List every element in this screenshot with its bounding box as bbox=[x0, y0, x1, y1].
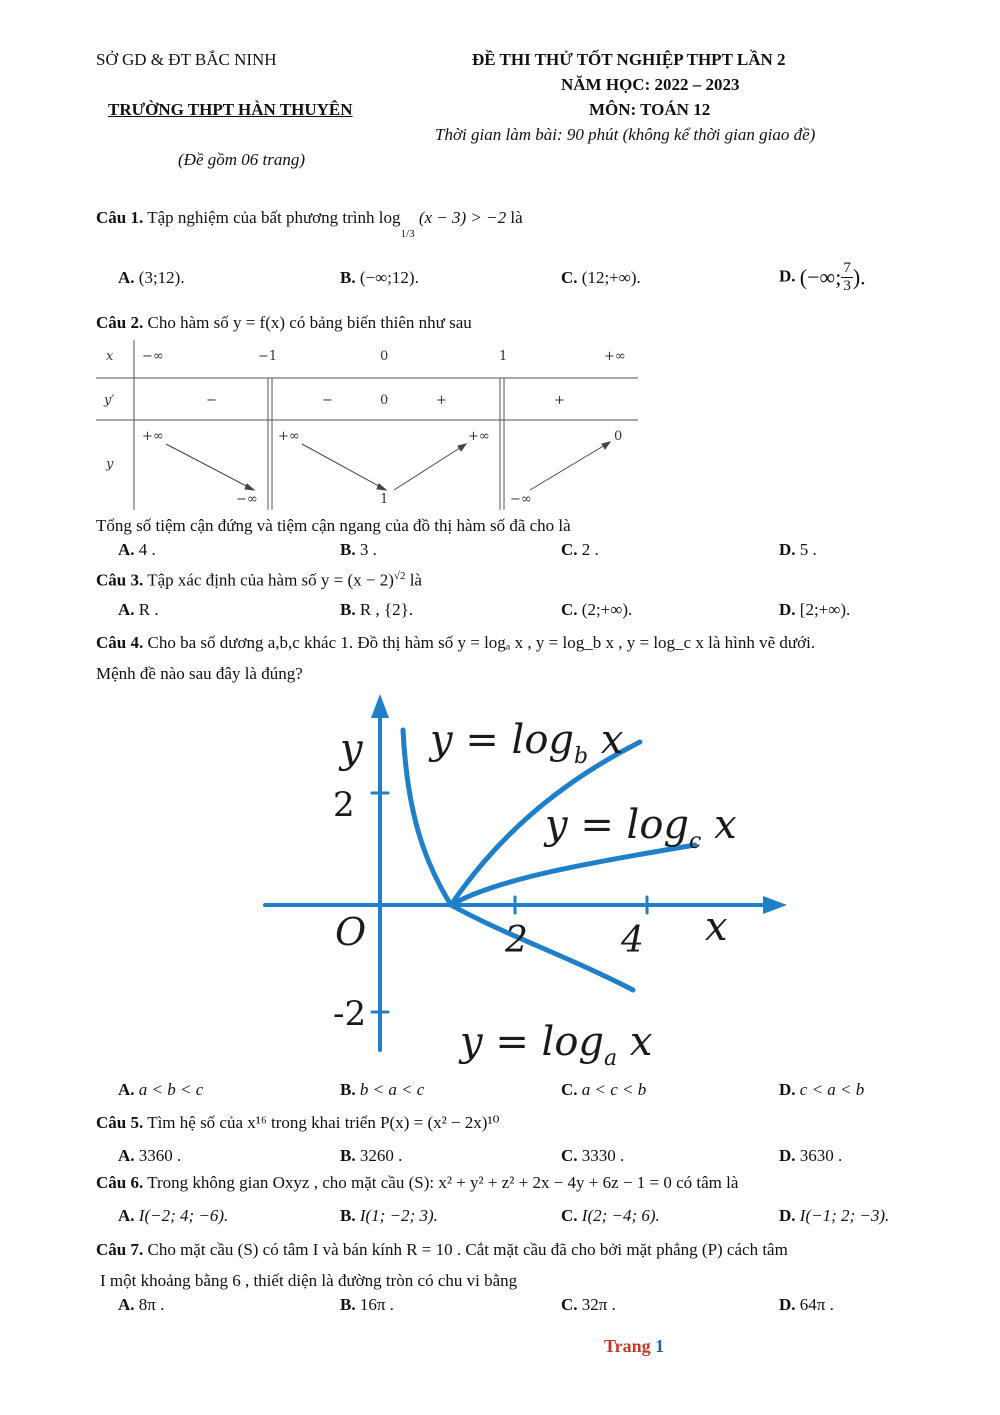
option-label: B. bbox=[340, 540, 356, 559]
arrow-up bbox=[394, 444, 466, 490]
x-val: +∞ bbox=[604, 349, 626, 364]
exam-title: ĐỀ THI THỬ TỐT NGHIỆP THPT LẦN 2 bbox=[472, 50, 786, 69]
denominator: 3 bbox=[843, 278, 851, 294]
x-val: −∞ bbox=[142, 349, 164, 364]
q2-option-b[interactable] bbox=[340, 540, 377, 560]
option-label: A. bbox=[118, 1206, 135, 1225]
option-label: A. bbox=[118, 1295, 135, 1314]
option-label: C. bbox=[561, 1080, 578, 1099]
question-label: Câu 4. bbox=[96, 633, 144, 652]
y-bottom: −∞ bbox=[236, 492, 258, 507]
option-text: ). bbox=[852, 264, 866, 290]
option-text: (−∞;12). bbox=[359, 268, 419, 287]
yprime-sign: + bbox=[436, 393, 447, 408]
question-text: Tìm hệ số của x¹⁶ trong khai triển P(x) = (x² − 2x)¹⁰ bbox=[147, 1113, 500, 1132]
option-text: [2;+∞). bbox=[799, 600, 851, 619]
option-text: 5 . bbox=[799, 540, 817, 559]
option-text: 4 . bbox=[138, 540, 156, 559]
q1-option-d[interactable] bbox=[779, 260, 866, 295]
option-text: R , {2}. bbox=[359, 600, 414, 619]
option-label: D. bbox=[779, 1146, 796, 1165]
question-7 bbox=[96, 1240, 788, 1260]
department: SỞ GD & ĐT BẮC NINH bbox=[96, 50, 277, 69]
q2-option-c[interactable] bbox=[561, 540, 599, 560]
school-year: NĂM HỌC: 2022 – 2023 bbox=[561, 75, 740, 94]
origin-label: O bbox=[335, 910, 367, 954]
option-label: B. bbox=[340, 268, 356, 287]
x-tick-label: 2 bbox=[505, 920, 528, 961]
option-text: (12;+∞). bbox=[581, 268, 641, 287]
option-label: D. bbox=[779, 266, 796, 286]
option-label: A. bbox=[118, 600, 135, 619]
option-text: b < a < c bbox=[359, 1080, 425, 1099]
q4-option-a[interactable] bbox=[118, 1080, 203, 1100]
x-axis-label: x bbox=[705, 904, 728, 950]
option-text: 3 . bbox=[359, 540, 377, 559]
arrowhead bbox=[602, 442, 610, 449]
question-2 bbox=[96, 313, 472, 333]
q5-option-b[interactable] bbox=[340, 1146, 402, 1166]
school-name-text: TRƯỜNG THPT HÀN THUYÊN bbox=[108, 100, 353, 119]
curve-c bbox=[451, 845, 695, 905]
option-text: 3630 . bbox=[799, 1146, 843, 1165]
question-text: Cho hàm số y = f(x) có bảng biến thiên như sau bbox=[147, 313, 472, 332]
yprime-zero: 0 bbox=[380, 393, 389, 408]
question-text: Tập nghiệm của bất phương trình log bbox=[147, 208, 401, 227]
option-text: 2 . bbox=[581, 540, 599, 559]
inequality: (x − 3) > −2 bbox=[418, 208, 507, 227]
question-label: Câu 5. bbox=[96, 1113, 144, 1132]
q3-option-d[interactable] bbox=[779, 600, 850, 620]
yprime-sign: − bbox=[206, 393, 217, 408]
option-label: C. bbox=[561, 1206, 578, 1225]
q7-question-cont: I một khoảng bằng 6 , thiết diện là đường tròn có chu vi bằng bbox=[100, 1271, 518, 1290]
option-label: A. bbox=[118, 268, 135, 287]
log-base: 1/3 bbox=[400, 228, 415, 241]
option-label: C. bbox=[561, 1146, 578, 1165]
y-tick-label: 2 bbox=[333, 785, 355, 825]
y-top: +∞ bbox=[278, 429, 300, 444]
subject: MÔN: TOÁN 12 bbox=[589, 100, 711, 119]
option-label: D. bbox=[779, 600, 796, 619]
pages-note: (Đề gồm 06 trang) bbox=[178, 150, 306, 169]
page-word: Trang bbox=[604, 1336, 651, 1356]
x-tick-label: 4 bbox=[621, 920, 644, 961]
question-label: Câu 6. bbox=[96, 1173, 144, 1192]
y-top: +∞ bbox=[142, 429, 164, 444]
q4-question: Mệnh đề nào sau đây là đúng? bbox=[96, 664, 303, 683]
option-label: D. bbox=[779, 1080, 796, 1099]
option-label: B. bbox=[340, 600, 356, 619]
option-text: 64π . bbox=[799, 1295, 834, 1314]
q5-option-a[interactable] bbox=[118, 1146, 181, 1166]
y-tick-label: -2 bbox=[333, 994, 367, 1034]
option-text: 3360 . bbox=[138, 1146, 182, 1165]
question-text: Cho mặt cầu (S) có tâm I và bán kính R = 10 . Cắt mặt cầu đã cho bởi mặt phẳng (P) cách tâm bbox=[147, 1240, 788, 1259]
q7-option-c[interactable] bbox=[561, 1295, 616, 1315]
page-number bbox=[604, 1336, 664, 1357]
question-text: Tập xác định của hàm số y = (x − 2) bbox=[147, 570, 394, 590]
fraction bbox=[841, 260, 853, 295]
q4-option-b[interactable] bbox=[340, 1080, 424, 1100]
q5-option-d[interactable] bbox=[779, 1146, 842, 1166]
school-name bbox=[108, 100, 353, 120]
arrow-down bbox=[302, 444, 386, 490]
y-axis-label: y bbox=[340, 726, 363, 772]
question-1 bbox=[96, 208, 523, 241]
y-top: +∞ bbox=[468, 429, 490, 444]
question-label: Câu 3. bbox=[96, 570, 144, 590]
question-5 bbox=[96, 1113, 499, 1133]
option-text: 8π . bbox=[138, 1295, 165, 1314]
option-text: 16π . bbox=[359, 1295, 394, 1314]
option-label: B. bbox=[340, 1295, 356, 1314]
variation-table bbox=[96, 340, 641, 512]
q3-option-c[interactable] bbox=[561, 600, 632, 620]
x-val: 0 bbox=[380, 349, 389, 364]
option-label: B. bbox=[340, 1206, 356, 1225]
arrowhead bbox=[245, 484, 254, 490]
q2-option-d[interactable] bbox=[779, 540, 817, 560]
option-label: A. bbox=[118, 1080, 135, 1099]
arrowhead bbox=[458, 444, 466, 451]
option-text: I(−2; 4; −6). bbox=[138, 1206, 229, 1225]
option-text: c < a < b bbox=[799, 1080, 865, 1099]
q7-option-d[interactable] bbox=[779, 1295, 834, 1315]
exam-time: Thời gian làm bài: 90 phút (không kể thời gian giao đề) bbox=[435, 125, 816, 144]
option-label: B. bbox=[340, 1146, 356, 1165]
option-label: D. bbox=[779, 1206, 796, 1225]
exponent: √2 bbox=[393, 570, 406, 582]
x-arrow bbox=[763, 896, 787, 914]
curve-b-label: $y = \log_b x$ bbox=[430, 717, 624, 769]
q6-option-c[interactable] bbox=[561, 1206, 660, 1226]
question-text: Trong không gian Oxyz , cho mặt cầu (S): x² + y² + z² + 2x − 4y + 6z − 1 = 0 có tâm là bbox=[147, 1173, 739, 1192]
q3-option-b[interactable] bbox=[340, 600, 413, 620]
option-label: C. bbox=[561, 540, 578, 559]
q2-option-a[interactable] bbox=[118, 540, 156, 560]
y-top: 0 bbox=[614, 429, 623, 444]
q4-option-c[interactable] bbox=[561, 1080, 646, 1100]
question-text: Cho ba số dương a,b,c khác 1. Đồ thị hàm số y = logₐ x , y = log_b x , y = log_c x là hình vẽ dưới. bbox=[147, 633, 816, 652]
arrowhead bbox=[377, 484, 386, 490]
question-3 bbox=[96, 570, 422, 591]
question-label: Câu 1. bbox=[96, 208, 144, 227]
question-6 bbox=[96, 1173, 738, 1193]
curve-a-label: $y = \log_a x$ bbox=[460, 1019, 653, 1071]
option-text: 3260 . bbox=[359, 1146, 403, 1165]
option-text: I(1; −2; 3). bbox=[359, 1206, 438, 1225]
option-text: 3330 . bbox=[581, 1146, 625, 1165]
option-label: D. bbox=[779, 540, 796, 559]
option-text: 32π . bbox=[581, 1295, 616, 1314]
q6-option-a[interactable] bbox=[118, 1206, 228, 1226]
option-label: D. bbox=[779, 1295, 796, 1314]
option-text: a < c < b bbox=[581, 1080, 647, 1099]
q1-option-a[interactable] bbox=[118, 268, 185, 288]
log-graph bbox=[255, 690, 795, 1075]
arrow-down bbox=[166, 444, 254, 490]
option-text: (2;+∞). bbox=[581, 600, 633, 619]
q6-option-d[interactable] bbox=[779, 1206, 889, 1226]
option-text: I(2; −4; 6). bbox=[581, 1206, 660, 1225]
x-val: 1 bbox=[499, 349, 508, 364]
q1-option-c[interactable] bbox=[561, 268, 641, 288]
arrow-up bbox=[530, 442, 610, 490]
question-label: Câu 2. bbox=[96, 313, 144, 332]
option-label: C. bbox=[561, 600, 578, 619]
y-arrow bbox=[371, 694, 389, 718]
numerator: 7 bbox=[843, 260, 851, 276]
y-bottom: 1 bbox=[380, 492, 389, 507]
q1-option-b[interactable] bbox=[340, 268, 419, 288]
q4-option-d[interactable] bbox=[779, 1080, 864, 1100]
question-4 bbox=[96, 633, 815, 653]
q2-question: Tổng số tiệm cận đứng và tiệm cận ngang của đồ thị hàm số đã cho là bbox=[96, 516, 571, 535]
q5-option-c[interactable] bbox=[561, 1146, 624, 1166]
q3-option-a[interactable] bbox=[118, 600, 159, 620]
option-text: (3;12). bbox=[138, 268, 185, 287]
option-label: A. bbox=[118, 1146, 135, 1165]
yprime-sign: − bbox=[322, 393, 333, 408]
option-label: B. bbox=[340, 1080, 356, 1099]
curve-c-label: $y = \log_c x$ bbox=[545, 802, 737, 854]
option-text: (−∞; bbox=[799, 264, 842, 290]
option-text: a < b < c bbox=[138, 1080, 204, 1099]
yprime-label: y′ bbox=[104, 393, 115, 408]
option-text: R . bbox=[138, 600, 159, 619]
q7-option-b[interactable] bbox=[340, 1295, 394, 1315]
question-tail: là bbox=[510, 208, 523, 227]
question-label: Câu 7. bbox=[96, 1240, 144, 1259]
page-num: 1 bbox=[655, 1336, 665, 1356]
x-val: −1 bbox=[258, 349, 278, 364]
option-label: A. bbox=[118, 540, 135, 559]
option-label: C. bbox=[561, 268, 578, 287]
q6-option-b[interactable] bbox=[340, 1206, 438, 1226]
x-label: x bbox=[106, 349, 114, 364]
option-text: I(−1; 2; −3). bbox=[799, 1206, 890, 1225]
curve-a-right bbox=[451, 905, 633, 990]
question-tail: là bbox=[409, 570, 422, 590]
q7-option-a[interactable] bbox=[118, 1295, 164, 1315]
yprime-sign: + bbox=[554, 393, 565, 408]
y-label: y bbox=[106, 457, 114, 472]
y-bottom: −∞ bbox=[510, 492, 532, 507]
option-label: C. bbox=[561, 1295, 578, 1314]
